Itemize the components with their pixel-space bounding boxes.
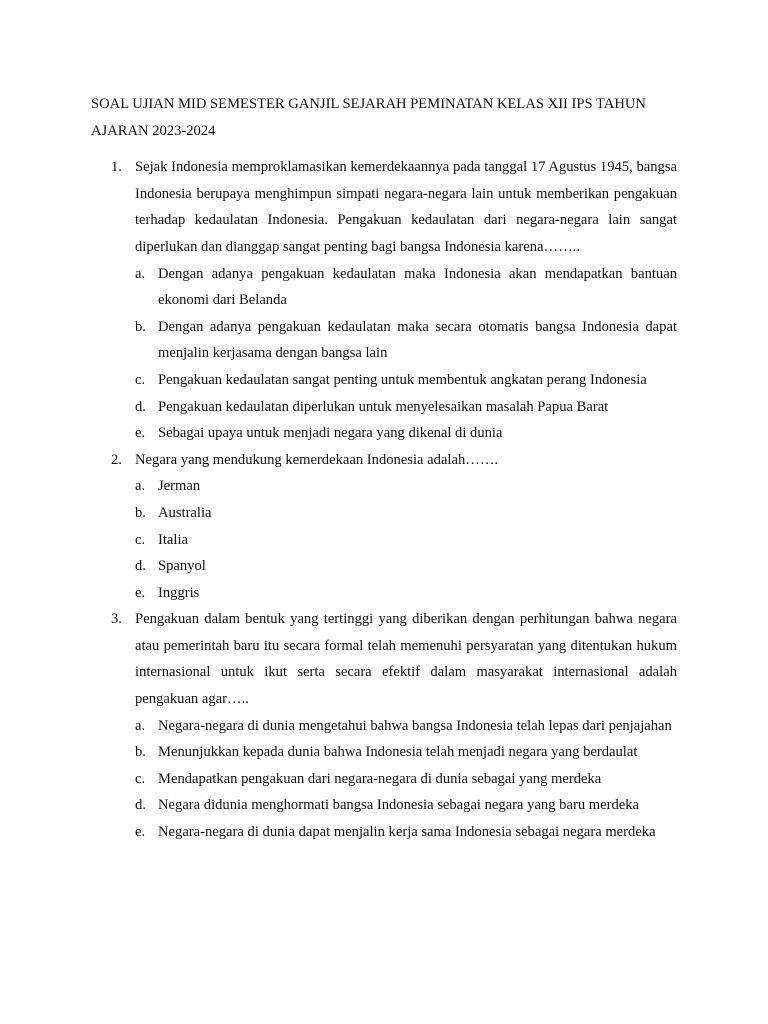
answer-option: [135, 819, 677, 846]
question-item: [91, 154, 677, 447]
option-text: Pengakuan kedaulatan diperlukan untuk menyelesaikan masalah Papua Barat: [158, 398, 609, 415]
option-text: Dengan adanya pengakuan kedaulatan maka secara otomatis bangsa Indonesia dapat menjalin kerjasama dengan bangsa lain: [158, 318, 677, 362]
option-text: Negara didunia menghormati bangsa Indonesia sebagai negara yang baru merdeka: [158, 797, 639, 814]
option-text: Mendapatkan pengakuan dari negara-negara di dunia sebagai yang merdeka: [158, 770, 602, 787]
question-text: Sejak Indonesia memproklamasikan kemerdekaannya pada tanggal 17 Agustus 1945, bangsa Indonesia berupaya menghimpun simpati negara-negara lain untuk memberikan pengakuan terhadap kedaulatan Indonesia. Pengakuan kedaulatan dari negara-negara lain sangat diperlukan dan dianggap sangat penting bagi bangsa Indonesia karena……..: [135, 159, 677, 255]
question-item: [91, 606, 677, 845]
option-text: Menunjukkan kepada dunia bahwa Indonesia telah menjadi negara yang berdaulat: [158, 744, 638, 761]
option-text: Negara-negara di dunia dapat menjalin kerja sama Indonesia sebagai negara merdeka: [158, 824, 656, 841]
option-text: Inggris: [158, 584, 200, 601]
document-title: SOAL UJIAN MID SEMESTER GANJIL SEJARAH PEMINATAN KELAS XII IPS TAHUN AJARAN 2023-2024: [91, 96, 646, 139]
option-letter: a.: [135, 265, 146, 282]
option-text: Australia: [158, 504, 212, 521]
option-letter: a.: [135, 478, 146, 495]
option-letter: b.: [135, 744, 146, 761]
option-text: Spanyol: [158, 558, 206, 575]
answer-option: [135, 713, 677, 740]
option-text: Jerman: [158, 478, 201, 495]
answer-options: [135, 473, 677, 606]
answer-option: [135, 394, 677, 421]
option-letter: d.: [135, 797, 146, 814]
option-text: Negara-negara di dunia mengetahui bahwa bangsa Indonesia telah lepas dari penjajahan: [158, 717, 672, 734]
option-letter: d.: [135, 398, 146, 415]
option-letter: b.: [135, 504, 146, 521]
answer-options: [135, 261, 677, 447]
question-text: Negara yang mendukung kemerdekaan Indonesia adalah…….: [135, 451, 499, 468]
answer-option: [135, 420, 677, 447]
answer-option: [135, 500, 677, 527]
option-letter: e.: [135, 824, 146, 841]
answer-options: [135, 713, 677, 846]
question-number: 1.: [111, 159, 122, 176]
option-letter: e.: [135, 584, 146, 601]
answer-option: [135, 766, 677, 793]
answer-option: [135, 553, 677, 580]
option-letter: b.: [135, 318, 146, 335]
answer-option: [135, 261, 677, 314]
option-text: Dengan adanya pengakuan kedaulatan maka Indonesia akan mendapatkan bantuan ekonomi dari Belanda: [158, 265, 677, 309]
option-text: Italia: [158, 531, 188, 548]
question-number: 2.: [111, 451, 122, 468]
answer-option: [135, 527, 677, 554]
option-letter: e.: [135, 425, 146, 442]
option-text: Sebagai upaya untuk menjadi negara yang dikenal di dunia: [158, 425, 503, 442]
answer-option: [135, 314, 677, 367]
question-list: [91, 154, 677, 845]
question-item: [91, 447, 677, 607]
answer-option: [135, 473, 677, 500]
option-letter: c.: [135, 770, 146, 787]
answer-option: [135, 580, 677, 607]
option-letter: a.: [135, 717, 146, 734]
answer-option: [135, 739, 677, 766]
option-letter: c.: [135, 371, 146, 388]
answer-option: [135, 367, 677, 394]
question-number: 3.: [111, 611, 122, 628]
option-letter: c.: [135, 531, 146, 548]
option-text: Pengakuan kedaulatan sangat penting untuk membentuk angkatan perang Indonesia: [158, 371, 647, 388]
question-text: Pengakuan dalam bentuk yang tertinggi yang diberikan dengan perhitungan bahwa negara atau pemerintah baru itu secara formal telah memenuhi persyaratan yang ditentukan hukum internasional untuk ikut serta secara efektif dalam masyarakat internasional adalah pengakuan agar…..: [135, 611, 677, 708]
option-letter: d.: [135, 558, 146, 575]
answer-option: [135, 792, 677, 819]
